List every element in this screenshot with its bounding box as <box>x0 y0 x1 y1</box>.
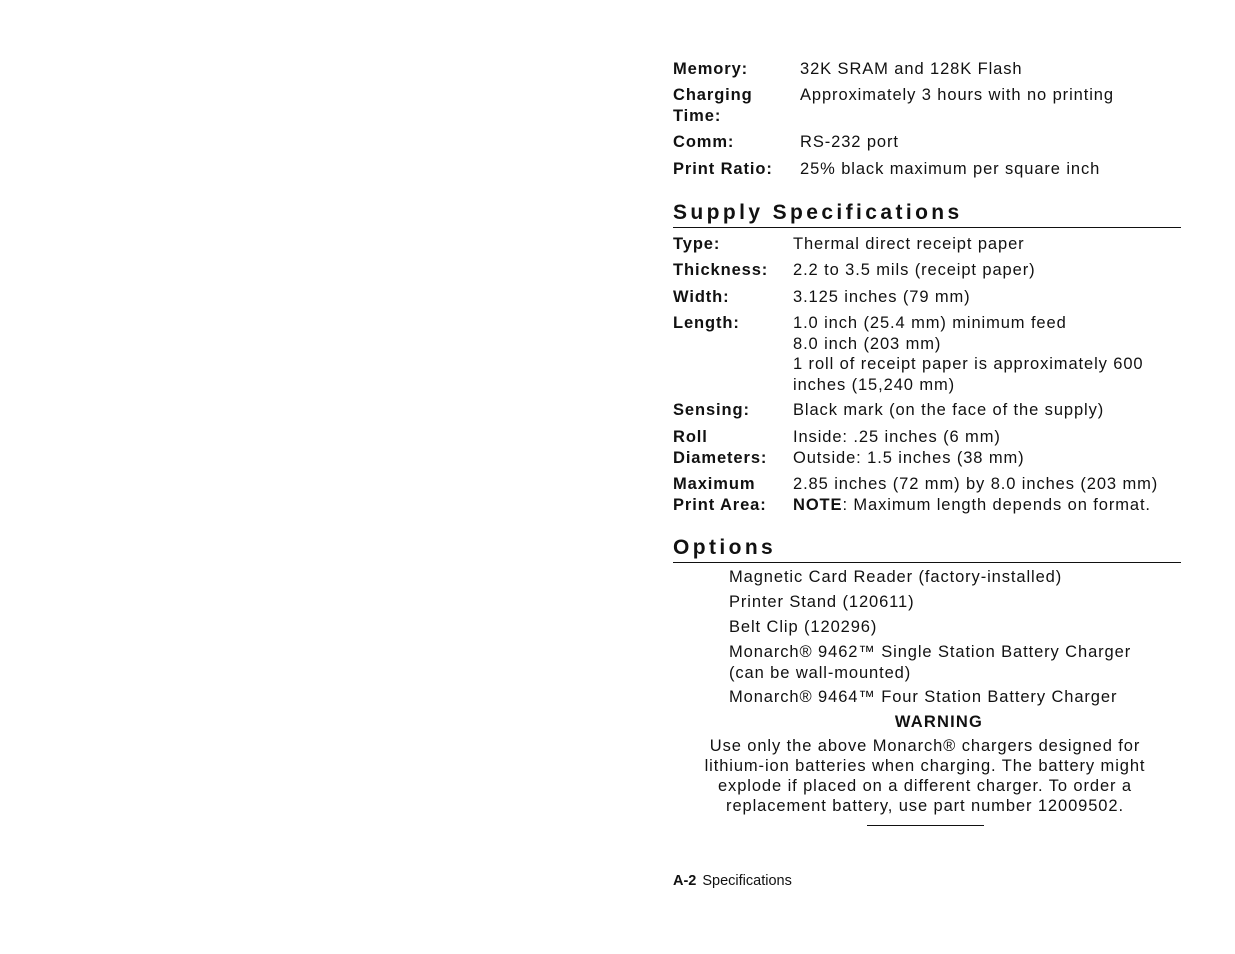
footer-section-title: Specifications <box>702 873 792 889</box>
warning-text: Use only the above Monarch® chargers designed for lithium-ion batteries when charging. The battery might explode if placed on a different charger. To order a replacement battery, use part number 12009502. <box>704 737 1146 815</box>
spec-label: Memory: <box>673 60 749 78</box>
option-item: Monarch® 9464™ Four Station Battery Charger <box>729 688 1118 706</box>
option-item: Magnetic Card Reader (factory-installed) <box>729 568 1063 586</box>
spec-value <box>793 474 1158 515</box>
spec-value: RS-232 port <box>800 133 899 151</box>
spec-value: 32K SRAM and 128K Flash <box>800 60 1023 78</box>
supply-specifications-heading: Supply Specifications <box>673 201 1181 228</box>
spec-value: Black mark (on the face of the supply) <box>793 401 1105 419</box>
spec-label: Charging Time: <box>673 86 753 125</box>
spec-label: Maximum Print Area: <box>673 475 767 514</box>
spec-label: Width: <box>673 288 730 306</box>
option-item: Belt Clip (120296) <box>729 618 878 636</box>
note-text: : Maximum length depends on format. <box>842 495 1151 514</box>
spec-label: Length: <box>673 314 740 332</box>
spec-value: Thermal direct receipt paper <box>793 235 1025 253</box>
option-item: Monarch® 9462™ Single Station Battery Charger (can be wall-mounted) <box>729 643 1132 682</box>
max-print-area-value: 2.85 inches (72 mm) by 8.0 inches (203 mm) <box>793 475 1159 493</box>
spec-label: Sensing: <box>673 401 750 419</box>
spec-label: Roll Diameters: <box>673 428 768 467</box>
spec-value: 25% black maximum per square inch <box>800 160 1101 178</box>
spec-label: Type: <box>673 235 721 253</box>
note-label: NOTE <box>793 495 843 514</box>
spec-value: 2.2 to 3.5 mils (receipt paper) <box>793 261 1036 279</box>
spec-value: Approximately 3 hours with no printing <box>800 86 1114 104</box>
warning-title: WARNING <box>894 713 984 731</box>
option-item: Printer Stand (120611) <box>729 593 915 611</box>
document-page <box>673 0 1185 954</box>
spec-label: Print Ratio: <box>673 160 773 178</box>
spec-label: Comm: <box>673 133 735 151</box>
section-end-rule <box>867 825 984 826</box>
options-heading: Options <box>673 536 1181 563</box>
spec-value: 1.0 inch (25.4 mm) minimum feed 8.0 inch (203 mm) 1 roll of receipt paper is approximately 600 inches (15,240 mm) <box>793 314 1144 394</box>
page-footer <box>673 872 792 890</box>
spec-value: Inside: .25 inches (6 mm) Outside: 1.5 inches (38 mm) <box>793 428 1025 467</box>
spec-label: Thickness: <box>673 261 769 279</box>
page-number: A-2 <box>673 873 697 889</box>
spec-value: 3.125 inches (79 mm) <box>793 288 971 306</box>
